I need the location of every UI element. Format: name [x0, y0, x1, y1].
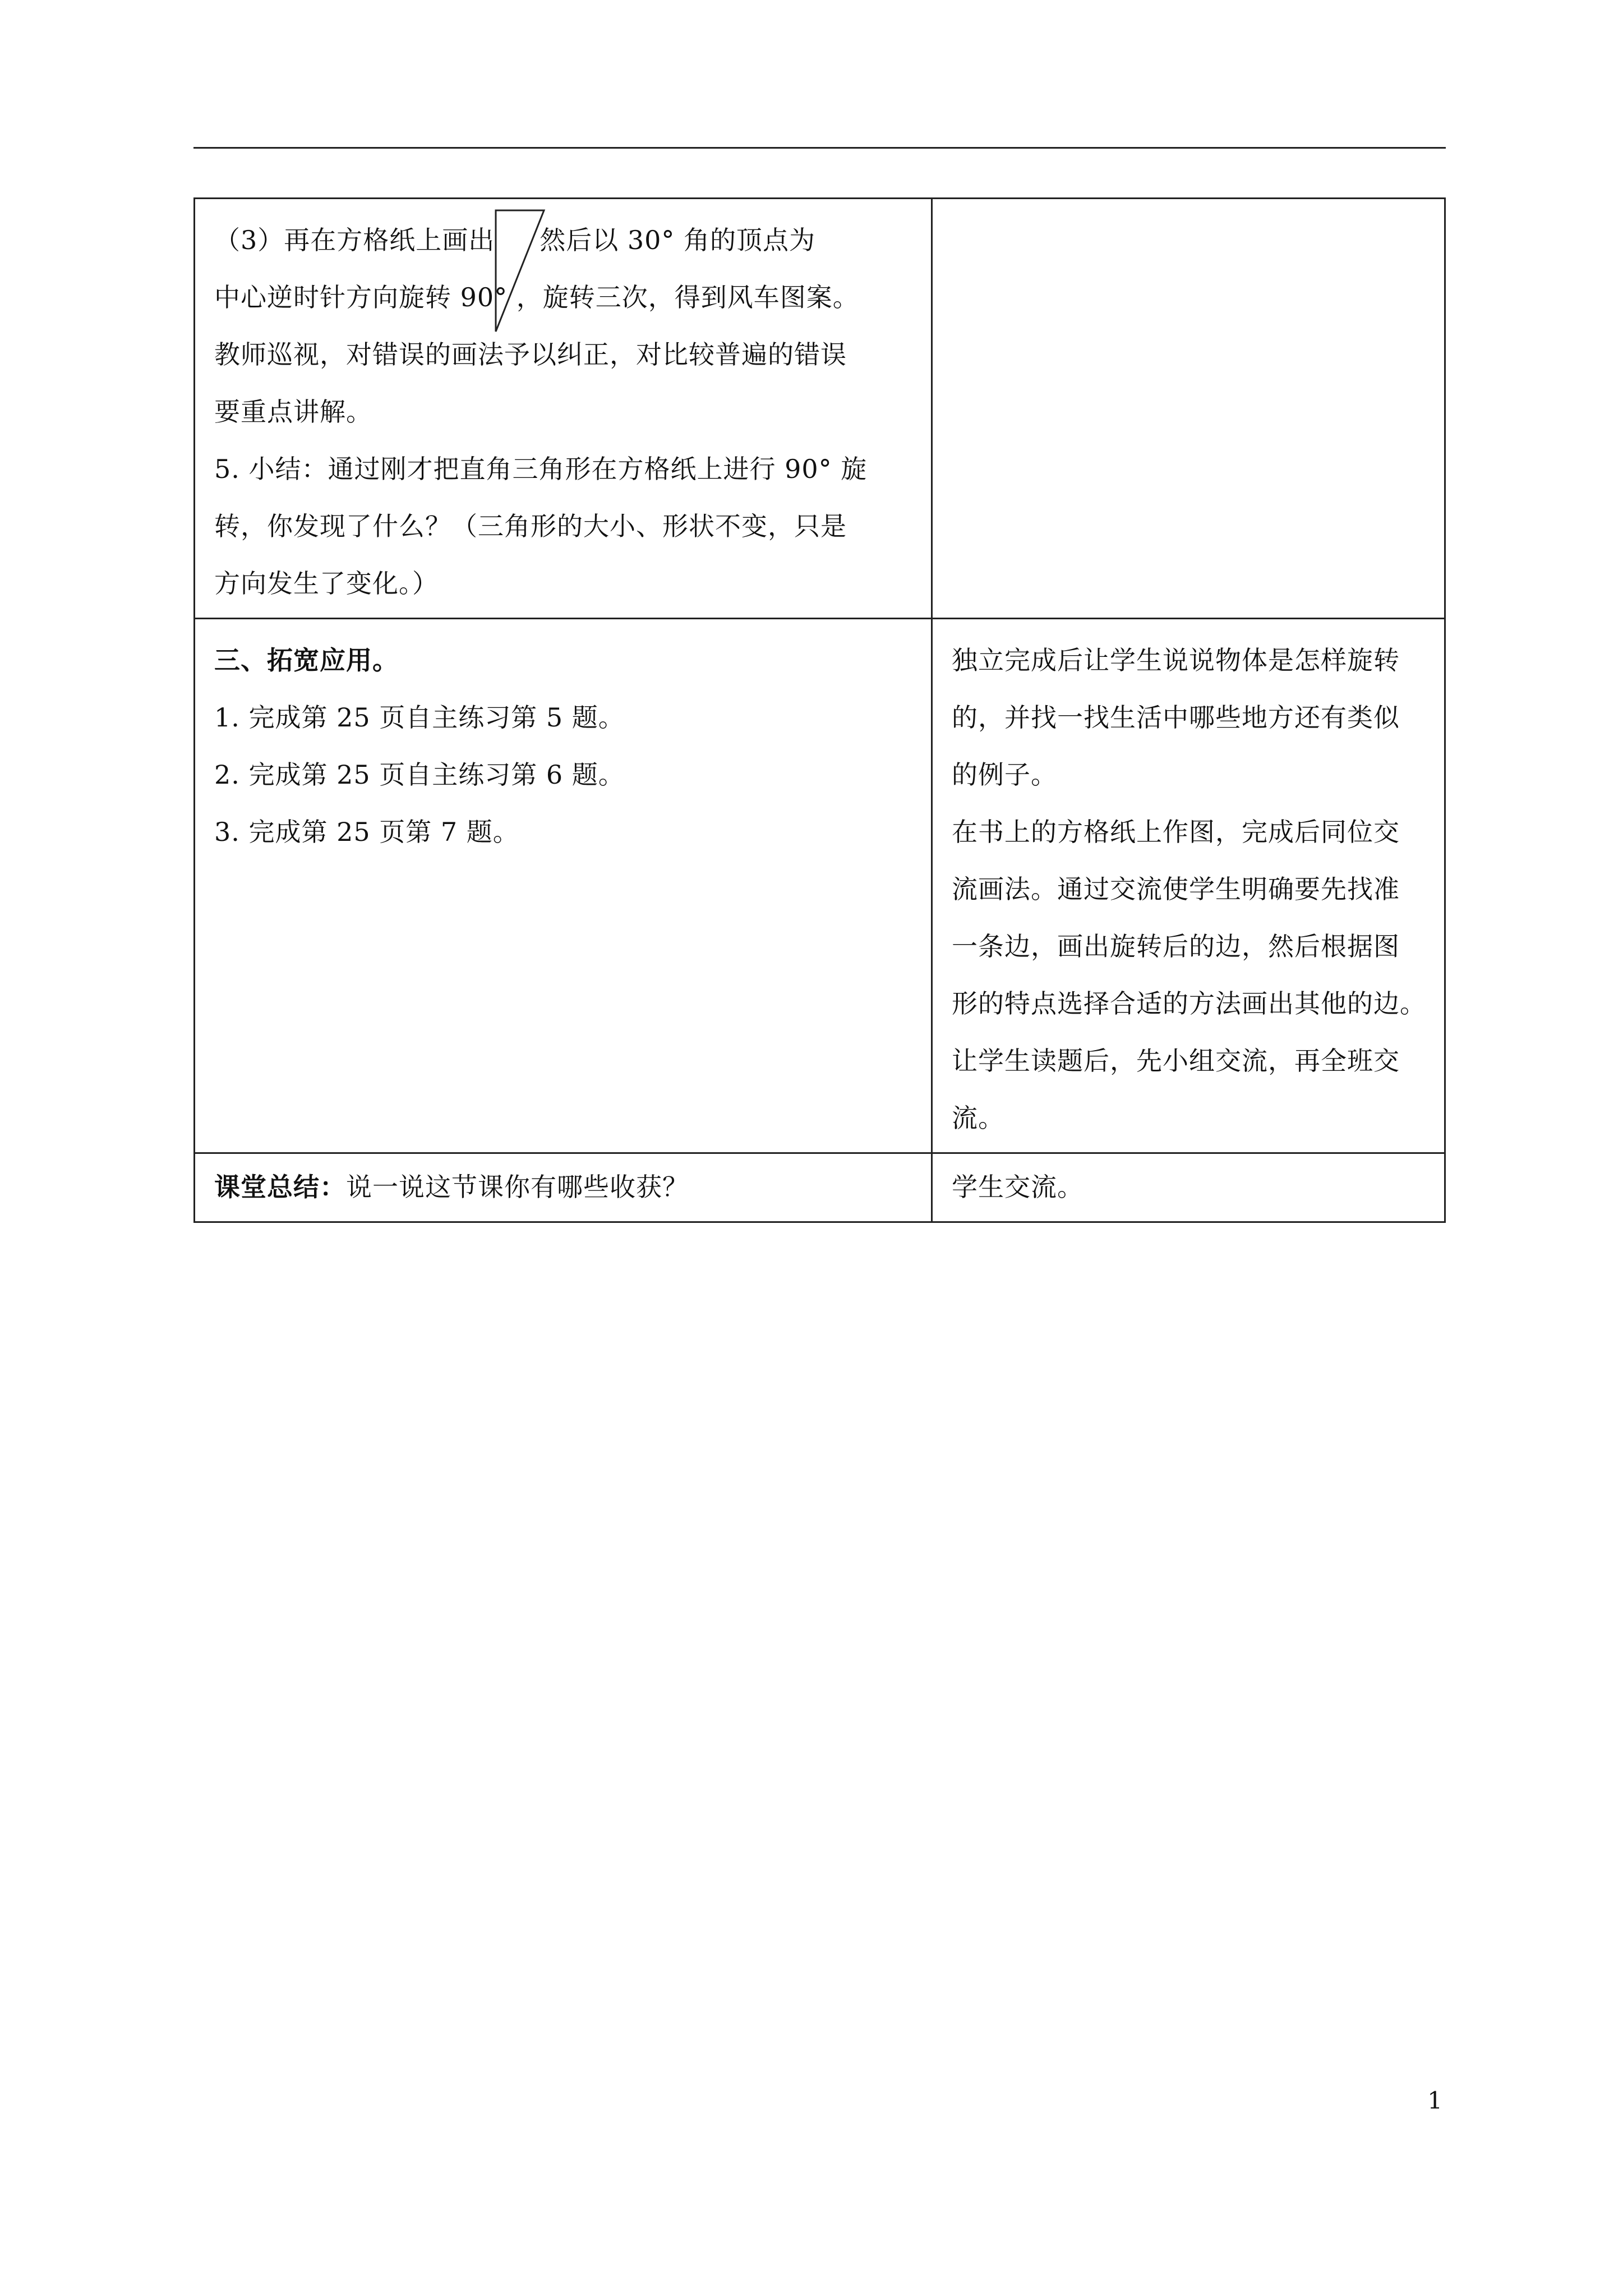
text-segment: 然后以 30° 角的顶点为 — [540, 225, 816, 255]
text-line — [214, 1158, 921, 1216]
notes-cell — [932, 1153, 1445, 1222]
activity-cell — [195, 199, 932, 619]
table-row — [195, 1153, 1445, 1222]
table-row — [195, 619, 1445, 1153]
text-line: 让学生读题后，先小组交流，再全班交 — [952, 1046, 1400, 1076]
text-line: 要重点讲解。 — [214, 397, 372, 427]
text-line: 教师巡视，对错误的画法予以纠正，对比较普遍的错误 — [214, 339, 847, 370]
notes-cell — [932, 619, 1445, 1153]
summary-cell — [195, 1153, 932, 1222]
summary-text: 说一说这节课你有哪些收获？ — [346, 1172, 689, 1202]
text-line: 中心逆时针方向旋转 90° ，旋转三次，得到风车图案。 — [214, 282, 859, 312]
list-item: 1. 完成第 25 页自主练习第 5 题。 — [214, 702, 625, 733]
text-line: 独立完成后让学生说说物体是怎样旋转 — [952, 645, 1400, 675]
text-segment: （3）再在方格纸上画出 — [214, 225, 495, 255]
activity-cell — [195, 619, 932, 1153]
text-line: 的例子。 — [952, 760, 1057, 790]
text-line: 方向发生了变化。） — [214, 568, 439, 599]
section-heading: 三、拓宽应用。 — [214, 645, 399, 675]
notes-cell — [932, 199, 1445, 619]
summary-label: 课堂总结： — [214, 1172, 346, 1202]
list-item: 2. 完成第 25 页自主练习第 6 题。 — [214, 760, 625, 790]
right-triangle-figure — [495, 211, 540, 234]
text-line: 一条边，画出旋转后的边，然后根据图 — [952, 931, 1400, 961]
text-line — [214, 211, 921, 269]
text-line: 形的特点选择合适的方法画出其他的边。 — [952, 988, 1426, 1019]
text-line: 流。 — [952, 1103, 1004, 1133]
header-rule — [193, 147, 1446, 149]
page-number: 1 — [1427, 2087, 1442, 2114]
text-line: 流画法。通过交流使学生明确要先找准 — [952, 874, 1400, 904]
text-line: 转，你发现了什么？（三角形的大小、形状不变，只是 — [214, 511, 847, 541]
list-item: 3. 完成第 25 页第 7 题。 — [214, 817, 519, 847]
text-line: 5. 小结：通过刚才把直角三角形在方格纸上进行 90° 旋 — [214, 454, 868, 484]
text-line: 在书上的方格纸上作图，完成后同位交 — [952, 817, 1400, 847]
text-line: 的，并找一找生活中哪些地方还有类似 — [952, 702, 1400, 733]
text-line: 学生交流。 — [952, 1172, 1083, 1202]
lesson-plan-table — [193, 197, 1446, 1223]
table-row — [195, 199, 1445, 619]
